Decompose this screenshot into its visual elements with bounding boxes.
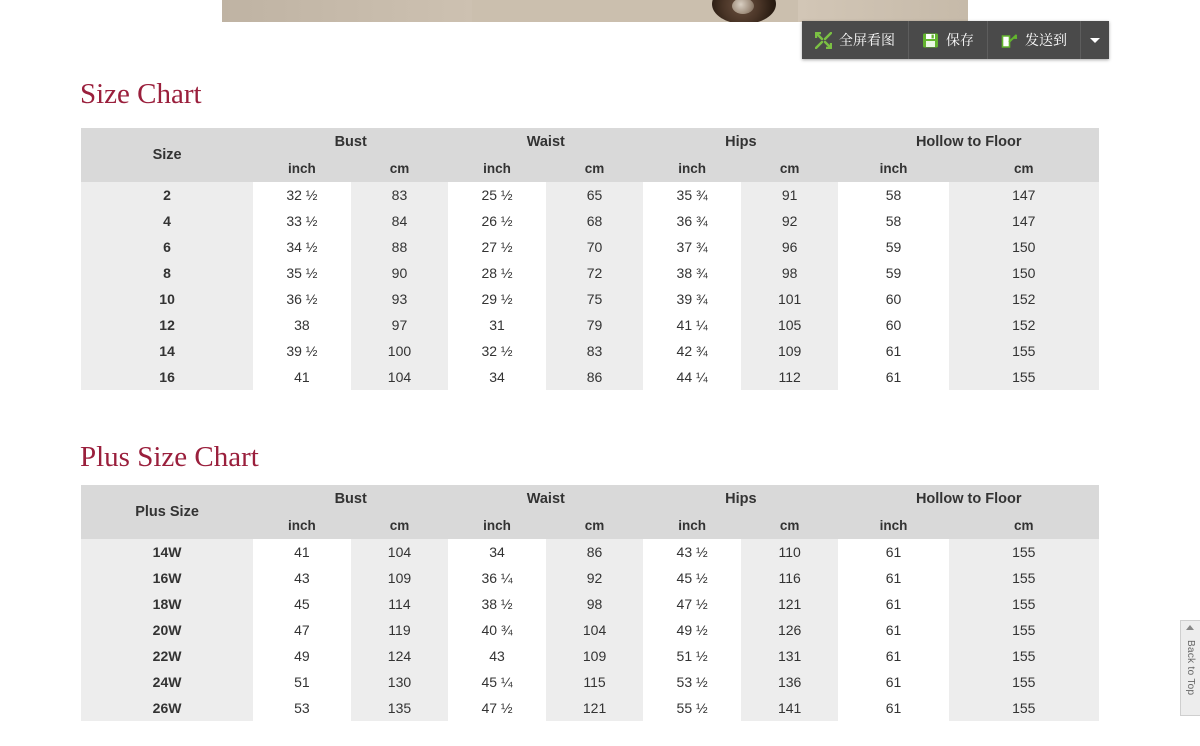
image-toolbar[interactable]: [802, 21, 1109, 59]
table-cell: 114: [351, 591, 449, 617]
plus-size-column-header: Plus Size: [81, 485, 253, 539]
row-size-label: 14W: [81, 539, 253, 565]
table-cell: 61: [838, 643, 948, 669]
table-cell: 109: [351, 565, 449, 591]
table-cell: 152: [949, 312, 1099, 338]
send-to-label: 发送到: [1025, 32, 1067, 48]
unit-header-bust-cm: cm: [351, 512, 449, 539]
group-header-waist: Waist: [448, 128, 643, 155]
unit-header-hips-cm: cm: [741, 512, 839, 539]
table-cell: 119: [351, 617, 449, 643]
table-cell: 34: [448, 364, 546, 390]
table-cell: 26 ½: [448, 208, 546, 234]
unit-header-hollow-inch: inch: [838, 512, 948, 539]
table-cell: 39 ¾: [643, 286, 741, 312]
table-cell: 92: [741, 208, 839, 234]
table-cell: 72: [546, 260, 644, 286]
table-row: [81, 338, 1099, 364]
fullscreen-label: 全屏看图: [839, 32, 895, 48]
table-cell: 98: [546, 591, 644, 617]
table-cell: 147: [949, 208, 1099, 234]
group-header-waist: Waist: [448, 485, 643, 512]
size-chart-heading: Size Chart: [80, 78, 202, 110]
table-cell: 130: [351, 669, 449, 695]
row-size-label: 14: [81, 338, 253, 364]
table-cell: 36 ¼: [448, 565, 546, 591]
table-header-row: [81, 128, 1099, 155]
table-cell: 83: [546, 338, 644, 364]
table-cell: 27 ½: [448, 234, 546, 260]
table-row: [81, 312, 1099, 338]
fullscreen-icon: [815, 32, 832, 49]
table-cell: 97: [351, 312, 449, 338]
product-photo-strip: [222, 0, 968, 22]
table-cell: 104: [546, 617, 644, 643]
row-size-label: 18W: [81, 591, 253, 617]
table-cell: 51: [253, 669, 351, 695]
table-cell: 47 ½: [643, 591, 741, 617]
table-cell: 38 ¾: [643, 260, 741, 286]
table-cell: 155: [949, 565, 1099, 591]
photo-right-shadow: [798, 0, 968, 22]
table-cell: 116: [741, 565, 839, 591]
table-cell: 88: [351, 234, 449, 260]
plus-size-chart-body: [81, 539, 1099, 721]
table-cell: 60: [838, 312, 948, 338]
table-row: [81, 643, 1099, 669]
row-size-label: 4: [81, 208, 253, 234]
table-cell: 61: [838, 695, 948, 721]
table-cell: 41: [253, 364, 351, 390]
row-size-label: 16: [81, 364, 253, 390]
table-cell: 39 ½: [253, 338, 351, 364]
table-cell: 104: [351, 539, 449, 565]
table-cell: 79: [546, 312, 644, 338]
group-header-hips: Hips: [643, 485, 838, 512]
table-cell: 33 ½: [253, 208, 351, 234]
table-cell: 152: [949, 286, 1099, 312]
table-row: [81, 234, 1099, 260]
table-cell: 53: [253, 695, 351, 721]
table-cell: 58: [838, 182, 948, 208]
table-cell: 98: [741, 260, 839, 286]
table-cell: 45: [253, 591, 351, 617]
table-cell: 115: [546, 669, 644, 695]
table-cell: 41: [253, 539, 351, 565]
table-cell: 109: [546, 643, 644, 669]
plus-size-chart-heading: Plus Size Chart: [80, 441, 259, 473]
table-cell: 136: [741, 669, 839, 695]
table-cell: 155: [949, 338, 1099, 364]
table-cell: 65: [546, 182, 644, 208]
size-chart-table: [81, 128, 1099, 390]
table-cell: 109: [741, 338, 839, 364]
row-size-label: 8: [81, 260, 253, 286]
row-size-label: 2: [81, 182, 253, 208]
toolbar-dropdown-button[interactable]: [1081, 21, 1109, 59]
table-cell: 59: [838, 260, 948, 286]
table-cell: 28 ½: [448, 260, 546, 286]
table-cell: 49: [253, 643, 351, 669]
floppy-save-icon: [922, 32, 939, 49]
table-cell: 86: [546, 539, 644, 565]
table-row: [81, 286, 1099, 312]
row-size-label: 12: [81, 312, 253, 338]
unit-header-waist-cm: cm: [546, 512, 644, 539]
table-row: [81, 364, 1099, 390]
size-chart-body: [81, 182, 1099, 390]
unit-header-hips-inch: inch: [643, 155, 741, 182]
unit-header-bust-inch: inch: [253, 512, 351, 539]
table-cell: 36 ¾: [643, 208, 741, 234]
table-cell: 126: [741, 617, 839, 643]
table-cell: 105: [741, 312, 839, 338]
table-cell: 61: [838, 565, 948, 591]
table-cell: 147: [949, 182, 1099, 208]
photo-left-shadow: [222, 0, 472, 22]
table-cell: 44 ¼: [643, 364, 741, 390]
row-size-label: 6: [81, 234, 253, 260]
unit-header-waist-inch: inch: [448, 512, 546, 539]
table-row: [81, 182, 1099, 208]
table-cell: 32 ½: [253, 182, 351, 208]
table-cell: 93: [351, 286, 449, 312]
table-cell: 34: [448, 539, 546, 565]
table-cell: 38 ½: [448, 591, 546, 617]
table-cell: 92: [546, 565, 644, 591]
unit-header-hips-cm: cm: [741, 155, 839, 182]
size-column-header: Size: [81, 128, 253, 182]
row-size-label: 22W: [81, 643, 253, 669]
unit-header-hips-inch: inch: [643, 512, 741, 539]
table-cell: 155: [949, 364, 1099, 390]
table-cell: 61: [838, 364, 948, 390]
unit-header-waist-cm: cm: [546, 155, 644, 182]
table-cell: 121: [741, 591, 839, 617]
table-cell: 61: [838, 591, 948, 617]
table-cell: 47 ½: [448, 695, 546, 721]
chevron-up-icon: [1186, 625, 1194, 630]
table-row: [81, 208, 1099, 234]
table-cell: 155: [949, 591, 1099, 617]
row-size-label: 16W: [81, 565, 253, 591]
table-cell: 91: [741, 182, 839, 208]
table-cell: 124: [351, 643, 449, 669]
table-cell: 47: [253, 617, 351, 643]
send-to-button[interactable]: [988, 21, 1081, 59]
table-cell: 150: [949, 260, 1099, 286]
chevron-down-icon: [1090, 38, 1100, 43]
back-to-top-label: Back to Top: [1185, 640, 1196, 696]
table-cell: 150: [949, 234, 1099, 260]
table-cell: 58: [838, 208, 948, 234]
plus-size-chart-table: [81, 485, 1099, 721]
table-cell: 61: [838, 617, 948, 643]
table-cell: 75: [546, 286, 644, 312]
table-row: [81, 591, 1099, 617]
table-cell: 60: [838, 286, 948, 312]
table-row: [81, 260, 1099, 286]
table-row: [81, 695, 1099, 721]
table-cell: 155: [949, 539, 1099, 565]
table-row: [81, 539, 1099, 565]
table-cell: 35 ¾: [643, 182, 741, 208]
table-cell: 135: [351, 695, 449, 721]
table-cell: 61: [838, 539, 948, 565]
row-size-label: 20W: [81, 617, 253, 643]
group-header-hips: Hips: [643, 128, 838, 155]
table-cell: 29 ½: [448, 286, 546, 312]
table-cell: 155: [949, 669, 1099, 695]
table-cell: 155: [949, 695, 1099, 721]
table-cell: 110: [741, 539, 839, 565]
unit-header-waist-inch: inch: [448, 155, 546, 182]
row-size-label: 26W: [81, 695, 253, 721]
table-cell: 90: [351, 260, 449, 286]
fullscreen-button[interactable]: [802, 21, 909, 59]
save-label: 保存: [946, 32, 974, 48]
unit-header-bust-cm: cm: [351, 155, 449, 182]
unit-header-hollow-inch: inch: [838, 155, 948, 182]
send-to-icon: [1001, 32, 1018, 49]
table-row: [81, 617, 1099, 643]
back-to-top-button[interactable]: [1180, 620, 1200, 716]
table-cell: 41 ¼: [643, 312, 741, 338]
group-header-hollow-to-floor: Hollow to Floor: [838, 128, 1099, 155]
table-cell: 31: [448, 312, 546, 338]
table-cell: 43 ½: [643, 539, 741, 565]
table-cell: 141: [741, 695, 839, 721]
table-cell: 42 ¾: [643, 338, 741, 364]
table-cell: 49 ½: [643, 617, 741, 643]
table-cell: 61: [838, 338, 948, 364]
table-cell: 45 ½: [643, 565, 741, 591]
group-header-hollow-to-floor: Hollow to Floor: [838, 485, 1099, 512]
table-cell: 40 ¾: [448, 617, 546, 643]
table-cell: 121: [546, 695, 644, 721]
table-cell: 100: [351, 338, 449, 364]
table-cell: 36 ½: [253, 286, 351, 312]
table-cell: 37 ¾: [643, 234, 741, 260]
table-header-row: [81, 485, 1099, 512]
table-cell: 43: [448, 643, 546, 669]
table-row: [81, 669, 1099, 695]
table-cell: 61: [838, 669, 948, 695]
unit-header-hollow-cm: cm: [949, 155, 1099, 182]
table-cell: 84: [351, 208, 449, 234]
save-button[interactable]: [909, 21, 988, 59]
table-cell: 53 ½: [643, 669, 741, 695]
table-cell: 35 ½: [253, 260, 351, 286]
table-cell: 96: [741, 234, 839, 260]
table-cell: 70: [546, 234, 644, 260]
table-cell: 51 ½: [643, 643, 741, 669]
table-cell: 68: [546, 208, 644, 234]
table-row: [81, 565, 1099, 591]
table-cell: 43: [253, 565, 351, 591]
table-cell: 45 ¼: [448, 669, 546, 695]
table-cell: 55 ½: [643, 695, 741, 721]
table-cell: 59: [838, 234, 948, 260]
table-cell: 155: [949, 643, 1099, 669]
table-cell: 38: [253, 312, 351, 338]
unit-header-bust-inch: inch: [253, 155, 351, 182]
table-cell: 131: [741, 643, 839, 669]
table-cell: 155: [949, 617, 1099, 643]
group-header-bust: Bust: [253, 485, 448, 512]
table-cell: 101: [741, 286, 839, 312]
table-cell: 104: [351, 364, 449, 390]
table-cell: 83: [351, 182, 449, 208]
table-cell: 32 ½: [448, 338, 546, 364]
row-size-label: 24W: [81, 669, 253, 695]
table-cell: 34 ½: [253, 234, 351, 260]
row-size-label: 10: [81, 286, 253, 312]
group-header-bust: Bust: [253, 128, 448, 155]
unit-header-hollow-cm: cm: [949, 512, 1099, 539]
table-cell: 112: [741, 364, 839, 390]
table-cell: 25 ½: [448, 182, 546, 208]
table-cell: 86: [546, 364, 644, 390]
